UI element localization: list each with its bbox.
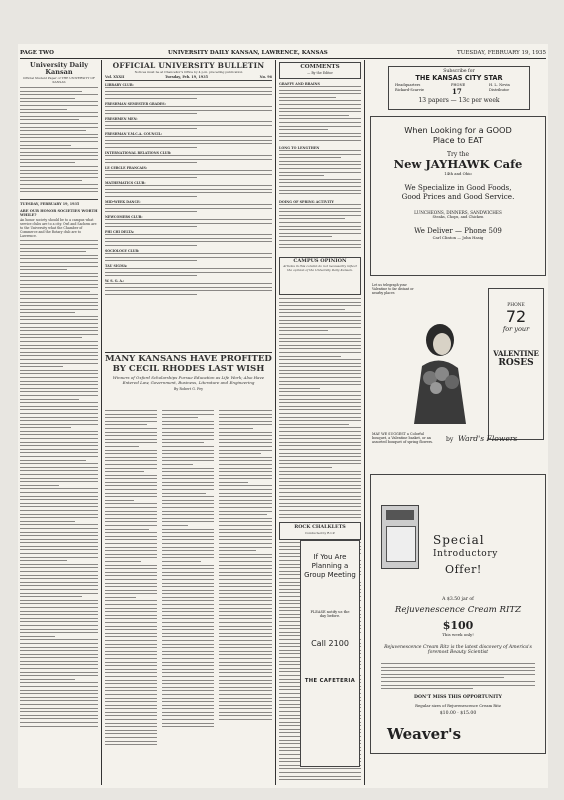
ritz-prices: $10.00 · $15.00 bbox=[439, 711, 477, 716]
weavers-logo: Weaver's bbox=[387, 725, 462, 743]
group-meeting-ad bbox=[300, 540, 360, 767]
bulletin-title: OFFICIAL UNIVERSITY BULLETIN bbox=[112, 62, 265, 70]
bulletin-item-body bbox=[105, 219, 272, 229]
roses-valentine: VALENTINE bbox=[493, 349, 539, 358]
bulletin-item-heading: PHI CHI DELTA: bbox=[105, 230, 135, 234]
column-rule-2 bbox=[275, 60, 276, 785]
bulletin-item-heading: INTERNATIONAL RELATIONS CLUB: bbox=[105, 151, 172, 155]
campus-opinion-note: Articles in this column do not necessarily reflect the opinion of the University Daily Kansan. bbox=[283, 264, 357, 272]
bulletin-item-body bbox=[105, 204, 272, 214]
ritz-regular: Regular sizes of Rejuvenescence Cream Ritz bbox=[415, 703, 501, 708]
bulletin-item-heading: FRESHMAN SEMESTER GRADES: bbox=[105, 102, 166, 106]
rhodes-byline: By Robert G. Fey bbox=[173, 387, 204, 392]
bulletin-item-heading: SOCIOLOGY CLUB: bbox=[105, 249, 140, 253]
comments-box bbox=[279, 62, 361, 79]
rock-chalk-title: ROCK CHALKLETS bbox=[294, 524, 346, 530]
planning-line-3: Group Meeting bbox=[304, 571, 356, 579]
rhodes-col-a bbox=[105, 410, 157, 778]
roses-florist: Ward's Flowers bbox=[458, 434, 518, 443]
cafe-specialty-2: Good Prices and Good Service. bbox=[401, 192, 515, 201]
valentine-roses-ad bbox=[370, 282, 544, 468]
ritz-price: $100 bbox=[442, 619, 474, 632]
comments-byline: — By the Editor bbox=[307, 71, 333, 75]
planning-line-1: If You Are bbox=[313, 553, 347, 561]
ritz-introductory: Introductory bbox=[433, 549, 498, 559]
staff-listing bbox=[20, 87, 98, 197]
comments-item-3: DOING OF SPRING ACTIVITY bbox=[279, 200, 334, 204]
kc-star-ad bbox=[388, 66, 530, 110]
star-line-2: THE KANSAS CITY STAR bbox=[415, 74, 503, 82]
roses-for: for your bbox=[502, 325, 530, 333]
editorial-body bbox=[20, 240, 98, 760]
star-details: Headquarters Rickard-Scarvie PHONE 17 H. L. Nevin Distributor bbox=[395, 83, 510, 96]
bulletin-items bbox=[105, 83, 272, 297]
masthead-column bbox=[20, 62, 98, 782]
ritz-deal: A $3.50 jar of bbox=[442, 597, 474, 602]
comments-item-1-body bbox=[279, 86, 361, 146]
bulletin-item-body bbox=[105, 170, 272, 180]
ritz-special: Special bbox=[433, 533, 485, 547]
bulletin-item-body bbox=[105, 268, 272, 278]
cafe-owners: Carl Clinton — John Hasig bbox=[432, 235, 484, 240]
rock-chalk-box bbox=[279, 522, 361, 540]
comments-title: COMMENTS bbox=[300, 64, 340, 70]
issue-date: TUESDAY, FEBRUARY 19, 1935 bbox=[457, 50, 546, 56]
bulletin-item-heading: LIBRARY CLUB: bbox=[105, 83, 134, 87]
comments-item-3-body bbox=[279, 204, 361, 254]
editorial-lead: An honor society should be to a campus what service clubs are to a city. Owl and Sachem are to the University what the Chamber of Commerce and the Rotary club are to Lawrence. bbox=[20, 218, 97, 239]
comments-item-1: GRAFFY AND BRAINS bbox=[279, 82, 320, 86]
column-rule-3 bbox=[364, 60, 365, 785]
planning-line-2: Planning a bbox=[311, 562, 349, 570]
bulletin-item-body bbox=[105, 253, 272, 263]
cafe-name: New JAYHAWK Cafe bbox=[393, 157, 523, 171]
ritz-copy bbox=[381, 663, 535, 693]
roses-phone: 72 bbox=[505, 307, 527, 326]
roses-tagline: Let us telegraph your Valentine to far distant or nearby places bbox=[372, 283, 414, 295]
ritz-offer: Offer! bbox=[445, 563, 482, 576]
ritz-note: This week only! bbox=[442, 632, 474, 637]
cafe-line-2: Place to EAT bbox=[432, 135, 484, 145]
column-rule-1 bbox=[101, 60, 102, 785]
ritz-product: Rejuvenescence Cream RITZ bbox=[394, 605, 522, 615]
star-price: 13 papers — 13c per week bbox=[418, 97, 500, 104]
bulletin-dateline: Vol. XXXII Tuesday, Feb. 19, 1935 No. 96 bbox=[105, 75, 272, 79]
bulletin-item-body bbox=[105, 234, 272, 248]
cream-jar-image bbox=[381, 505, 419, 569]
planning-notice: PLEASE notify us the day before. bbox=[310, 610, 350, 619]
roses-by: by bbox=[446, 436, 454, 443]
bulletin-item-body bbox=[105, 185, 272, 199]
cafe-line-1: When Looking for a GOOD bbox=[404, 125, 512, 135]
editorial-title: ARE OUR HONOR SOCIETIES WORTH WHILE? bbox=[20, 209, 98, 218]
masthead-date: TUESDAY, FEBRUARY 19, 1935 bbox=[20, 199, 98, 206]
ritz-cream-ad bbox=[370, 474, 546, 754]
header-rule bbox=[20, 58, 546, 59]
roses-roses: ROSES bbox=[498, 358, 534, 368]
roses-suggest: MAY WE SUGGEST a Colorful bouquet, a Valentine basket, or an assorted bouquet of spring flowers. bbox=[372, 432, 434, 444]
rhodes-col-b bbox=[162, 410, 214, 778]
bulletin-item-heading: FRESHMEN MEN: bbox=[105, 117, 138, 121]
campus-opinion-title: CAMPUS OPINION bbox=[293, 258, 347, 264]
comments-item-2-body bbox=[279, 150, 361, 200]
bulletin-item-heading: MATHEMATICS CLUB: bbox=[105, 181, 146, 185]
masthead-subtitle: Official Student Paper of THE UNIVERSITY OF KANSAS bbox=[23, 76, 95, 84]
cafe-menu: LUNCHEONS, DINNERS, SANDWICHES bbox=[414, 210, 502, 215]
bulletin-subtitle: Notices must be at Chancellor's Office by 4 p.m. preceding publication bbox=[134, 70, 243, 74]
comments-item-2: LONG TO LENGTHEN bbox=[279, 146, 320, 150]
girl-with-roses-illustration bbox=[400, 316, 480, 426]
ritz-body: Rejuvenescence Cream Ritz is the latest discovery of America's foremost Beauty Scientist bbox=[384, 645, 532, 656]
masthead-title: University Daily Kansan bbox=[30, 62, 88, 76]
rhodes-headline: MANY KANSANS HAVE PROFITED BY CECIL RHODES LAST WISH bbox=[105, 354, 272, 374]
bulletin-item-heading: W. S. G. A.: bbox=[105, 279, 125, 283]
bulletin-item-heading: MID-WEEK DANCE: bbox=[105, 200, 141, 204]
roses-phone-label: PHONE bbox=[507, 303, 525, 308]
official-bulletin bbox=[105, 62, 272, 357]
page-number: PAGE TWO bbox=[20, 50, 54, 56]
cafe-address: 14th and Ohio bbox=[444, 171, 472, 176]
jayhawk-cafe-ad bbox=[370, 116, 546, 276]
paper-name: UNIVERSITY DAILY KANSAN, LAWRENCE, KANSAS bbox=[168, 50, 328, 56]
bulletin-item-body bbox=[105, 136, 272, 150]
bulletin-item-heading: NEWCOMERS CLUB: bbox=[105, 215, 143, 219]
bulletin-item-body bbox=[105, 155, 272, 165]
bulletin-item-heading: FRESHMAN Y.M.C.A. COUNCIL: bbox=[105, 132, 163, 136]
roses-panel bbox=[488, 288, 544, 440]
rock-chalk-byline: Conducted by R.I.P. bbox=[305, 531, 335, 535]
bulletin-item-body bbox=[105, 106, 272, 116]
ritz-buy: DON'T MISS THIS OPPORTUNITY bbox=[414, 695, 502, 700]
cafe-menu-2: Steaks, Chops, and Chicken bbox=[432, 215, 484, 219]
campus-opinion-body bbox=[279, 298, 361, 520]
bulletin-item-heading: LE CERCLE FRANCAIS: bbox=[105, 166, 147, 170]
bulletin-item-heading: TAU SIGMA: bbox=[105, 264, 128, 268]
cafe-delivery: We Deliver — Phone 509 bbox=[414, 227, 502, 235]
rhodes-story bbox=[105, 352, 272, 782]
planning-place: THE CAFETERIA bbox=[304, 677, 356, 684]
cafe-line-3: Try the bbox=[447, 151, 469, 158]
planning-phone: Call 2100 bbox=[311, 638, 349, 648]
bulletin-item-body bbox=[105, 283, 272, 297]
bulletin-item-body bbox=[105, 87, 272, 101]
rhodes-col-c bbox=[219, 410, 272, 778]
bulletin-item-body bbox=[105, 121, 272, 131]
cafe-specialty-1: We Specialize in Good Foods, bbox=[404, 183, 512, 192]
campus-opinion-box bbox=[279, 257, 361, 295]
rhodes-deck: Winners of Oxford Scholarships Pursue Education as Life Work; Also Have Entered Law, Government, Business, Literature and Engineering bbox=[112, 375, 265, 385]
star-line-1: Subscribe for bbox=[443, 69, 475, 74]
